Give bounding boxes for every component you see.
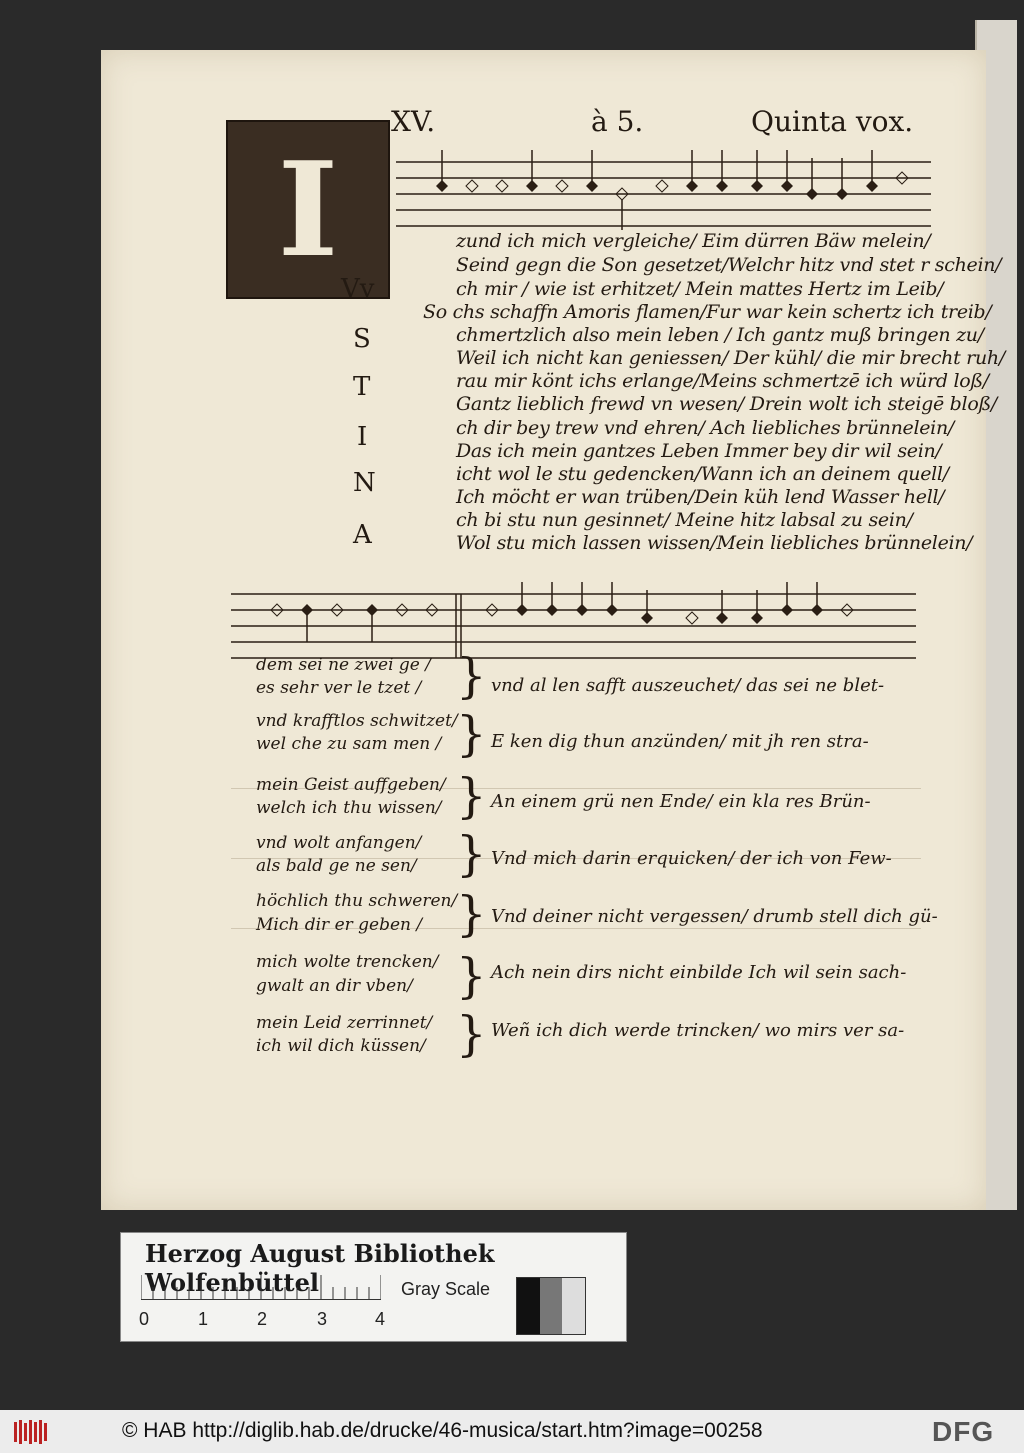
- lyric-line: chmertzlich also mein leben / Ich gantz muß bringen zu/: [456, 324, 984, 346]
- verse-left-line: wel che zu sam men /: [256, 734, 442, 754]
- footer-bar: [0, 1410, 1024, 1453]
- verse-brace: }: [456, 768, 487, 824]
- initial-letter: I: [277, 132, 339, 286]
- verse-brace: }: [456, 1006, 487, 1062]
- acrostic-letter: N: [353, 468, 376, 498]
- hab-logo-icon: [14, 1420, 48, 1444]
- verse-brace: }: [456, 706, 487, 762]
- lyric-line: Das ich mein gantzes Leben Immer bey dir wil sein/: [456, 440, 942, 462]
- verse-right-line: Weñ ich dich werde trincken/ wo mirs ver sa-: [491, 1020, 905, 1041]
- lyric-line: zund ich mich vergleiche/ Eim dürren Bäw melein/: [456, 230, 931, 252]
- acrostic-letter: Vv: [341, 274, 375, 304]
- dfg-logo: DFG: [932, 1416, 995, 1447]
- lyric-line: rau mir könt ichs erlange/Meins schmertzē ich würd loß/: [456, 370, 989, 392]
- lyric-line: ch bi stu nun gesinnet/ Meine hitz labsal zu sein/: [456, 509, 913, 531]
- color-calibration-card: [120, 1232, 627, 1342]
- voice-count: à 5.: [591, 105, 644, 138]
- lyric-line: Weil ich nicht kan geniessen/ Der kühl/ die mir brecht ruh/: [456, 347, 1005, 369]
- verse-right-line: vnd al len safft auszeuchet/ das sei ne blet-: [491, 675, 885, 696]
- library-name: Herzog August Bibliothek Wolfenbüttel: [145, 1239, 495, 1297]
- ruler-number: 2: [257, 1309, 268, 1329]
- gray-scale-label: Gray Scale: [401, 1279, 491, 1299]
- verse-brace: }: [456, 826, 487, 882]
- verse-left-line: vnd wolt anfangen/: [256, 833, 422, 853]
- verse-right-line: Vnd deiner nicht vergessen/ drumb stell dich gü-: [491, 906, 938, 927]
- verse-left-line: Mich dir er geben /: [256, 915, 423, 935]
- verse-brace: }: [456, 948, 487, 1004]
- acrostic-letter: T: [353, 372, 371, 402]
- verse-brace: }: [456, 648, 487, 704]
- verse-left-line: dem sei ne zwei ge /: [256, 655, 431, 675]
- verse-left-line: es sehr ver le tzet /: [256, 678, 422, 698]
- verse-left-line: vnd krafftlos schwitzet/: [256, 711, 458, 731]
- verse-left-line: welch ich thu wissen/: [256, 798, 442, 818]
- ruler-number: 1: [198, 1309, 209, 1329]
- acrostic-letter: A: [353, 520, 372, 550]
- part-name: Quinta vox.: [751, 105, 914, 138]
- piece-number: XV.: [391, 105, 436, 138]
- lyric-line: Seind gegn die Son gesetzet/Welchr hitz vnd stet r schein/: [456, 254, 1002, 276]
- verse-right-line: Vnd mich darin erquicken/ der ich von Few-: [491, 848, 892, 869]
- lyric-line: Ich möcht er wan trüben/Dein küh lend Wasser hell/: [456, 486, 945, 508]
- lyric-line: Wol stu mich lassen wissen/Mein liebliches brünnelein/: [456, 532, 973, 554]
- decorated-initial: [226, 120, 390, 299]
- lyric-line: Gantz lieblich frewd vn wesen/ Drein wolt ich steigē bloß/: [456, 393, 997, 415]
- verse-left-line: höchlich thu schweren/: [256, 891, 458, 911]
- ruler: [141, 1275, 381, 1300]
- verse-left-line: ich wil dich küssen/: [256, 1036, 426, 1056]
- verse-right-line: Ach nein dirs nicht einbilde Ich wil sein sach-: [491, 962, 907, 983]
- lyric-line: ch mir / wie ist erhitzet/ Mein mattes Hertz im Leib/: [456, 278, 944, 300]
- lyric-line: ch dir bey trew vnd ehren/ Ach liebliches brünnelein/: [456, 417, 954, 439]
- acrostic-letter: I: [357, 422, 368, 452]
- ruler-number: 4: [375, 1309, 386, 1329]
- verse-right-line: An einem grü nen Ende/ ein kla res Brün-: [491, 791, 871, 812]
- lyric-line: So chs schaffn Amoris flamen/Fur war kein schertz ich treib/: [423, 301, 992, 323]
- verse-left-line: mein Leid zerrinnet/: [256, 1013, 433, 1033]
- copyright-link[interactable]: © HAB http://diglib.hab.de/drucke/46-musica/start.htm?image=00258: [122, 1419, 763, 1442]
- verse-left-line: mein Geist auffgeben/: [256, 775, 446, 795]
- verse-right-line: E ken dig thun anzünden/ mit jh ren stra-: [491, 731, 869, 752]
- lyric-line: icht wol le stu gedencken/Wann ich an deinem quell/: [456, 463, 949, 485]
- ruler-number: 3: [317, 1309, 328, 1329]
- verse-brace: }: [456, 886, 487, 942]
- verse-left-line: als bald ge ne sen/: [256, 856, 417, 876]
- acrostic-letter: S: [353, 324, 371, 354]
- verse-left-line: mich wolte trencken/: [256, 952, 439, 972]
- verse-left-line: gwalt an dir vben/: [256, 976, 413, 996]
- book-page: [101, 50, 1005, 1210]
- gray-scale-swatch: [516, 1277, 586, 1335]
- ruler-number: 0: [139, 1309, 150, 1329]
